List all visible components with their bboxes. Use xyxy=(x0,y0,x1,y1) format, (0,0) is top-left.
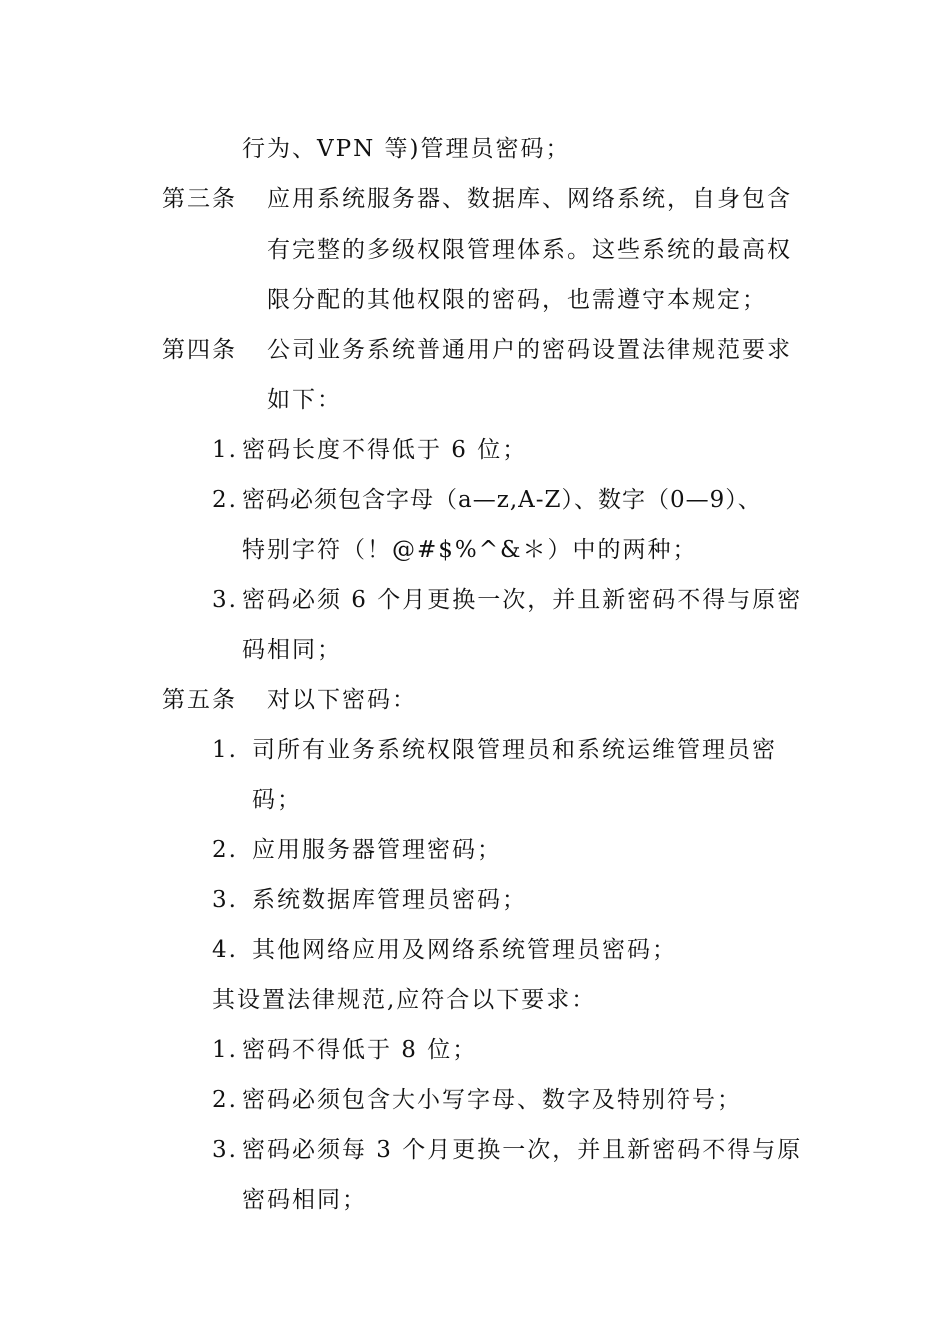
requirement-number: 3. xyxy=(212,1137,238,1163)
requirement-text: 密码必须包含大小写字母、数字及特别符号； xyxy=(242,1087,742,1113)
article-4-label: 第四条 xyxy=(162,337,237,363)
requirement-text: 密码必须每 3 个月更换一次，并且新密码不得与原 xyxy=(242,1137,803,1163)
scope-item-number: 3. xyxy=(212,887,238,913)
article-4-text-line: 如下： xyxy=(267,387,342,413)
article-3-text-line: 应用系统服务器、数据库、网络系统，自身包含 xyxy=(267,186,792,212)
article-5-intro: 对以下密码： xyxy=(267,687,417,713)
list-item-text: 码相同； xyxy=(242,637,342,663)
requirement-text: 密码不得低于 8 位； xyxy=(242,1037,478,1063)
list-item-number: 1. xyxy=(212,437,238,463)
article-4-text-line: 公司业务系统普通用户的密码设置法律规范要求 xyxy=(267,337,792,363)
list-item-text: 密码长度不得低于 6 位； xyxy=(242,437,528,463)
continuation-line: 行为、VPN 等)管理员密码； xyxy=(242,136,571,162)
article-3-text-line: 有完整的多级权限管理体系。这些系统的最高权 xyxy=(267,237,792,263)
requirement-number: 2. xyxy=(212,1087,238,1113)
scope-item-text: 系统数据库管理员密码； xyxy=(252,887,527,913)
scope-item-text: 码； xyxy=(252,787,302,813)
requirement-text: 密码相同； xyxy=(242,1187,367,1213)
scope-item-number: 1. xyxy=(212,737,238,763)
list-item-text: 密码必须 6 个月更换一次，并且新密码不得与原密 xyxy=(242,587,803,613)
article-5-label: 第五条 xyxy=(162,687,237,713)
list-item-text: 特别字符（！@#$%^&＊）中的两种； xyxy=(242,537,698,563)
list-item-number: 2. xyxy=(212,487,238,513)
scope-item-number: 2. xyxy=(212,837,238,863)
list-item-number: 3. xyxy=(212,587,238,613)
scope-item-text: 其他网络应用及网络系统管理员密码； xyxy=(252,937,677,963)
scope-item-text: 司所有业务系统权限管理员和系统运维管理员密 xyxy=(252,737,777,763)
scope-item-number: 4. xyxy=(212,937,238,963)
requirement-number: 1. xyxy=(212,1037,238,1063)
scope-item-text: 应用服务器管理密码； xyxy=(252,837,502,863)
list-item-text: 密码必须包含字母（a—z,A-Z）、数字（0—9）、 xyxy=(242,487,762,513)
requirement-intro: 其设置法律规范,应符合以下要求： xyxy=(212,987,597,1013)
article-3-text-line: 限分配的其他权限的密码，也需遵守本规定； xyxy=(267,287,767,313)
article-3-label: 第三条 xyxy=(162,186,237,212)
